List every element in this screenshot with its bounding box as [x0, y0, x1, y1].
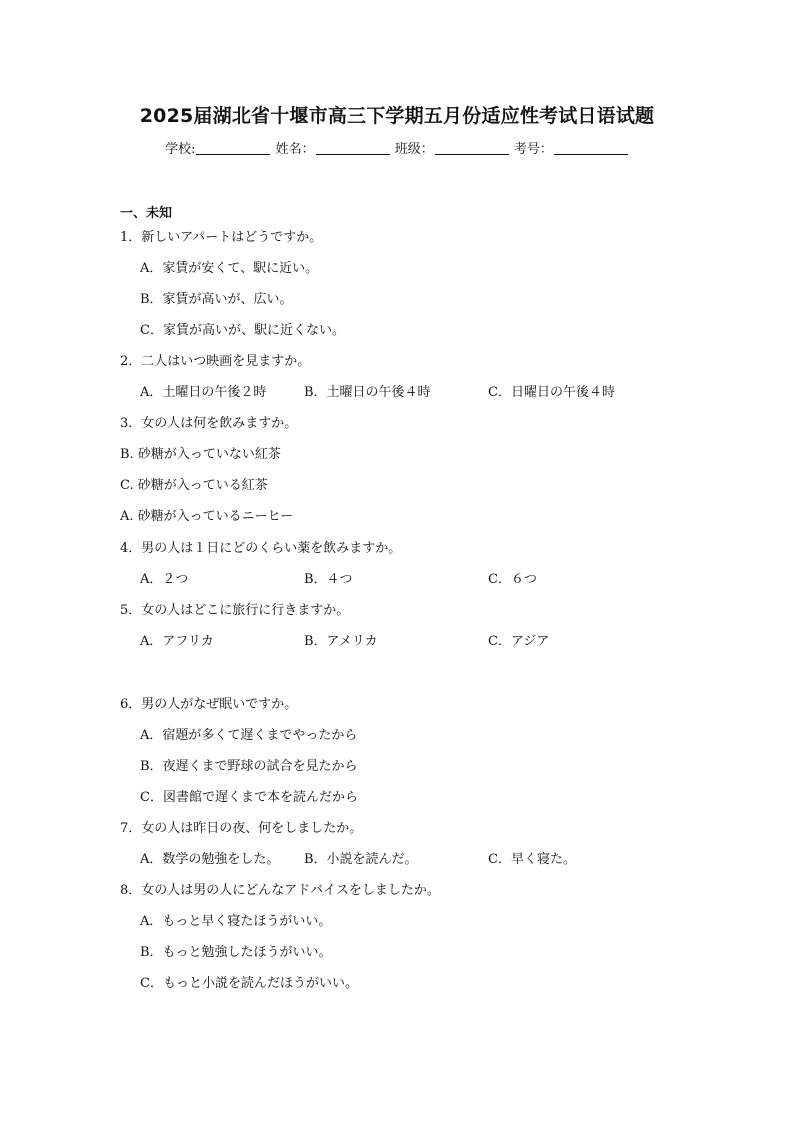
- page-title: 2025届湖北省十堰市高三下学期五月份适应性考试日语试题: [139, 105, 655, 127]
- q6-option-b: B．夜遅くまで野球の試合を見たから: [140, 759, 358, 774]
- q6-option-c: C．図書館で遅くまで本を読んだから: [140, 790, 358, 805]
- q2-option-b: B．土曜日の午後４時: [304, 385, 431, 400]
- question-7: 7．女の人は昨日の夜、何をしましたか。: [120, 821, 363, 836]
- question-4: 4．男の人は１日にどのくらい薬を飲みますか。: [120, 541, 402, 556]
- number-label: 考号：: [513, 142, 553, 157]
- q1-option-b: B．家賃が高いが、広い。: [140, 292, 293, 307]
- q1-option-c: C．家賃が高いが、駅に近くない。: [140, 323, 345, 338]
- question-2: 2．二人はいつ映画を見ますか。: [120, 354, 311, 369]
- q7-option-c: C．早く寝た。: [488, 852, 576, 867]
- name-blank[interactable]: [316, 141, 390, 155]
- question-5: 5．女の人はどこに旅行に行きますか。: [120, 603, 350, 618]
- q2-option-a: A．土曜日の午後２時: [140, 385, 267, 400]
- q8-option-c: C．もっと小説を読んだほうがいい。: [140, 976, 358, 991]
- question-1: 1．新しいアパートはどうですか。: [120, 230, 323, 245]
- q2-options: [0, 383, 794, 403]
- q8-option-a: A．もっと早く寝たほうがいい。: [140, 914, 332, 929]
- q4-option-a: A．２つ: [140, 572, 189, 587]
- q5-options: [0, 632, 794, 652]
- q7-option-b: B．小説を読んだ。: [304, 852, 418, 867]
- q1-option-a: A．家賃が安くて、駅に近い。: [140, 261, 319, 276]
- question-6: 6．男の人がなぜ眠いですか。: [120, 697, 298, 712]
- q4-option-c: C．６つ: [488, 572, 537, 587]
- q5-option-a: A．アフリカ: [140, 634, 214, 649]
- school-label: 学校:: [165, 142, 196, 157]
- school-blank[interactable]: [196, 141, 270, 155]
- section-heading: 一、未知: [120, 206, 173, 221]
- q7-option-a: A．数学の勉強をした。: [140, 852, 280, 867]
- q3-option-c: C. 砂糖が入っている紅茶: [120, 478, 268, 493]
- q4-options: [0, 570, 794, 590]
- q4-option-b: B．４つ: [304, 572, 353, 587]
- q7-options: [0, 850, 794, 870]
- q5-option-b: B．アメリカ: [304, 634, 378, 649]
- class-blank[interactable]: [435, 141, 509, 155]
- q3-option-b: B. 砂糖が入っていない紅茶: [120, 447, 281, 462]
- q8-option-b: B．もっと勉強したほうがいい。: [140, 945, 332, 960]
- q6-option-a: A．宿題が多くて遅くまでやったから: [140, 728, 358, 743]
- number-blank[interactable]: [554, 141, 628, 155]
- question-8: 8．女の人は男の人にどんなアドバイスをしましたか。: [120, 883, 440, 898]
- student-info-line: [0, 138, 794, 157]
- name-label: 姓名：: [275, 142, 315, 157]
- q2-option-c: C．日曜日の午後４時: [488, 385, 615, 400]
- q5-option-c: C．アジア: [488, 634, 550, 649]
- class-label: 班级：: [394, 142, 434, 157]
- q3-option-a: A. 砂糖が入っているニーヒー: [120, 509, 294, 524]
- question-3: 3．女の人は何を飲みますか。: [120, 416, 298, 431]
